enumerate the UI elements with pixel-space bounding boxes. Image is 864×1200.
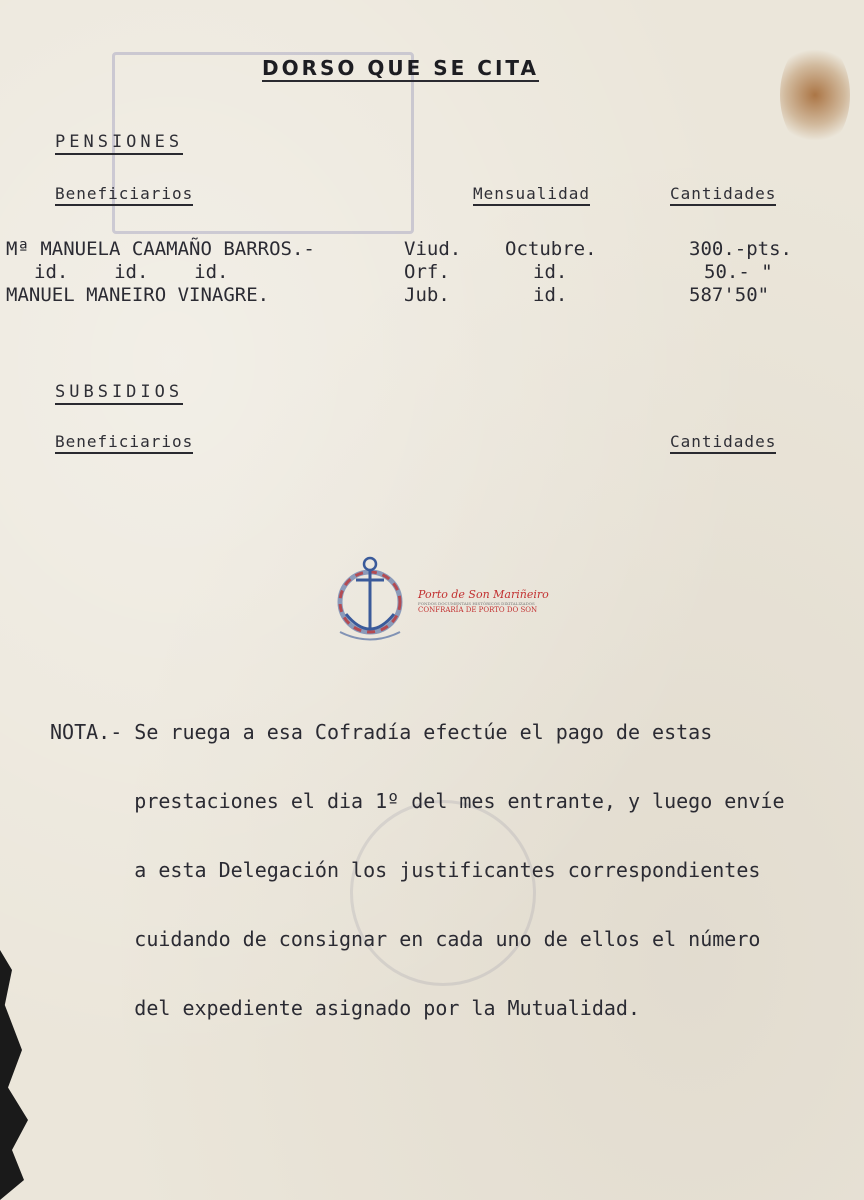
pension-month: id. (533, 284, 568, 306)
pension-amount: 300.-pts. (689, 238, 792, 260)
subsidios-heading: SUBSIDIOS (55, 382, 183, 405)
pension-type: Orf. (404, 261, 450, 283)
pensiones-col-cantidades: Cantidades (670, 184, 776, 206)
pensiones-col-beneficiarios: Beneficiarios (55, 184, 193, 206)
logo-subtitle: FONDOS DOCUMENTAIS HISTÓRICOS DIXITALIZADOS (418, 601, 535, 606)
stain-mark (780, 40, 850, 150)
nota-line: cuidando de consignar en cada uno de ellos el número (50, 927, 761, 951)
pension-name: Mª MANUELA CAAMAÑO BARROS.- (6, 238, 315, 260)
logo-org: CONFRARÍA DE PORTO DO SON (418, 606, 538, 614)
page-title: DORSO QUE SE CITA (262, 56, 539, 80)
logo-name: Porto de Son Mariñeiro (418, 588, 549, 601)
nota-line: a esta Delegación los justificantes correspondientes (50, 858, 761, 882)
anchor-logo-icon (330, 552, 410, 647)
pension-type: Jub. (404, 284, 450, 306)
logo-caption (418, 588, 549, 614)
nota-line: del expediente asignado por la Mutualidad. (50, 996, 641, 1020)
pension-name: id. id. id. (34, 261, 229, 283)
pension-amount: 50.- " (704, 261, 773, 283)
pensiones-col-mensualidad: Mensualidad (473, 184, 590, 206)
pension-month: id. (533, 261, 568, 283)
pension-amount: 587'50" (689, 284, 770, 306)
pension-month: Octubre. (505, 238, 597, 260)
pension-name: MANUEL MANEIRO VINAGRE. (6, 284, 270, 306)
nota-line: NOTA.- Se ruega a esa Cofradía efectúe el pago de estas (50, 720, 713, 744)
subsidios-col-cantidades: Cantidades (670, 432, 776, 454)
nota-block (50, 675, 785, 1066)
pension-type: Viud. (404, 238, 462, 260)
pensiones-heading: PENSIONES (55, 132, 183, 155)
subsidios-col-beneficiarios: Beneficiarios (55, 432, 193, 454)
nota-line: prestaciones el dia 1º del mes entrante, y luego envíe (50, 789, 785, 813)
torn-edge (0, 950, 40, 1200)
